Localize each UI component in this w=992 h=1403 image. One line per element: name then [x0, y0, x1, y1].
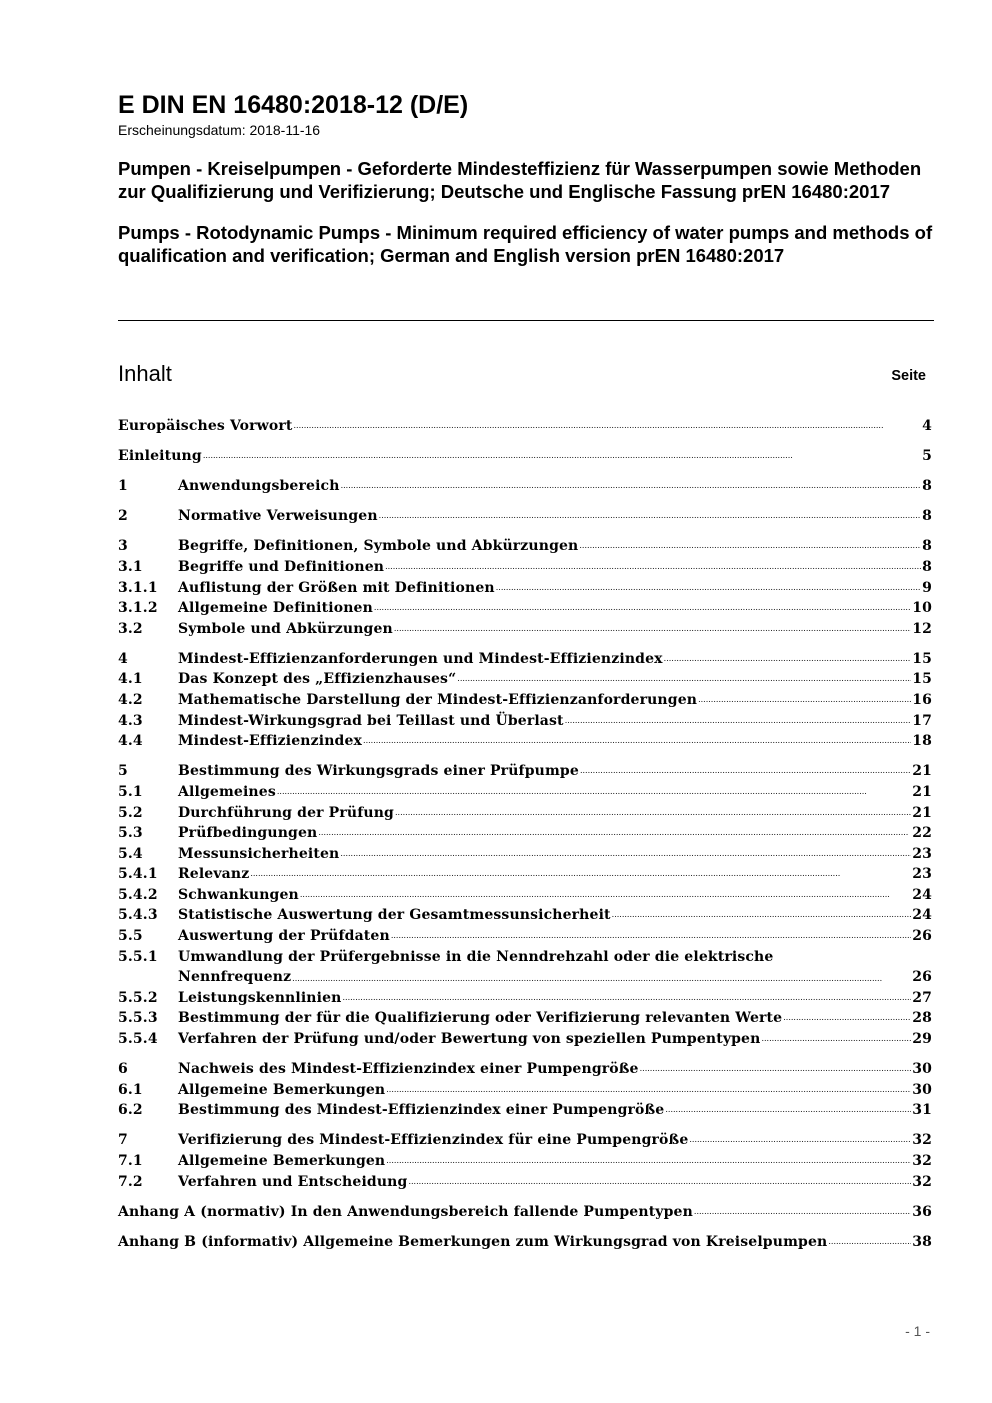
toc-leader-dots — [689, 1128, 911, 1151]
toc-entry-page: 16 — [912, 692, 932, 709]
toc-entry[interactable] — [118, 1232, 932, 1253]
toc-entry-title: Leistungskennlinien — [178, 989, 342, 1006]
toc-entry-title: Auswertung der Prüfdaten — [178, 928, 390, 945]
toc-entry-page: 26 — [912, 928, 932, 945]
toc-entry[interactable] — [118, 926, 932, 947]
toc-entry[interactable] — [118, 1029, 932, 1050]
toc-entry[interactable] — [118, 864, 932, 885]
toc-leader-dots — [579, 534, 921, 557]
toc-leader-dots — [203, 444, 921, 467]
toc-entry[interactable] — [118, 731, 932, 752]
toc-leader-dots — [379, 504, 921, 527]
toc-entry[interactable] — [118, 844, 932, 865]
toc-entry-number: 6 — [118, 1061, 128, 1078]
toc-leader-dots — [374, 596, 911, 619]
toc-leader-dots — [386, 1149, 911, 1172]
toc-entry-page: 22 — [912, 825, 932, 842]
toc-entry-page: 23 — [912, 866, 932, 883]
toc-entry-page: 32 — [912, 1132, 932, 1149]
toc-entry-title-continued: Nennfrequenz — [178, 969, 292, 986]
toc-entry[interactable] — [118, 690, 932, 711]
toc-entry-title: Verfahren der Prüfung und/oder Bewertung von speziellen Pumpentypen — [178, 1031, 761, 1048]
toc-entry-number: 3 — [118, 538, 128, 555]
toc-entry-title: Allgemeine Bemerkungen — [178, 1153, 386, 1169]
toc-entry-title: Messunsicherheiten — [178, 845, 340, 862]
toc-entry-page: 24 — [912, 886, 932, 903]
toc-entry-page: 36 — [912, 1203, 932, 1220]
toc-entry-number: 7.1 — [118, 1153, 143, 1169]
toc-entry[interactable] — [118, 1008, 932, 1029]
toc-entry-number: 6.1 — [118, 1081, 143, 1098]
toc-entry-number: 3.1.2 — [118, 600, 158, 617]
toc-entry-number: 7 — [118, 1132, 128, 1149]
toc-leader-dots — [496, 576, 921, 599]
toc-entry-number: 5.5.3 — [118, 1010, 158, 1027]
toc-entry[interactable] — [118, 506, 932, 527]
toc-leader-dots — [565, 709, 912, 732]
toc-entry[interactable] — [118, 761, 932, 782]
header-divider — [118, 320, 934, 321]
toc-leader-dots — [277, 780, 911, 803]
toc-leader-dots — [341, 474, 922, 497]
toc-entry[interactable] — [118, 947, 932, 988]
toc-entry-title: Europäisches Vorwort — [118, 418, 293, 434]
toc-entry-number: 7.2 — [118, 1173, 143, 1190]
toc-entry[interactable] — [118, 446, 932, 467]
page-number: - 1 - — [905, 1323, 930, 1339]
toc-entry[interactable] — [118, 598, 932, 619]
toc-entry[interactable] — [118, 988, 932, 1009]
toc-leader-dots — [408, 1170, 911, 1193]
toc-entry-number: 5.1 — [118, 783, 143, 800]
toc-leader-dots — [694, 1200, 911, 1223]
toc-leader-dots — [640, 1057, 912, 1080]
toc-entry-title: Das Konzept des „Effizienzhauses“ — [178, 671, 457, 688]
toc-entry-page: 30 — [912, 1061, 932, 1078]
toc-leader-dots — [828, 1230, 911, 1253]
toc-entry-title: Allgemeine Definitionen — [178, 600, 373, 617]
toc-entry-number: 5.5.4 — [118, 1031, 158, 1048]
table-of-contents — [118, 416, 932, 1252]
toc-entry-page: 32 — [912, 1173, 932, 1190]
toc-entry[interactable] — [118, 782, 932, 803]
issue-date: Erscheinungsdatum: 2018-11-16 — [118, 122, 321, 138]
toc-entry-title: Bestimmung des Mindest-Effizienzindex einer Pumpengröße — [178, 1102, 665, 1119]
toc-entry-title: Verfahren und Entscheidung — [178, 1173, 408, 1190]
toc-entry[interactable] — [118, 1202, 932, 1223]
toc-entry-number: 5.4 — [118, 845, 143, 862]
toc-entry-number: 2 — [118, 508, 128, 525]
toc-entry[interactable] — [118, 803, 932, 824]
toc-entry-number: 3.1.1 — [118, 579, 158, 596]
toc-leader-dots — [363, 729, 911, 752]
toc-entry-number: 3.2 — [118, 620, 143, 637]
toc-leader-dots — [698, 688, 911, 711]
toc-entry-page: 10 — [912, 600, 932, 617]
toc-leader-dots — [250, 862, 911, 885]
toc-entry-page: 30 — [912, 1081, 932, 1098]
toc-entry[interactable] — [118, 711, 932, 732]
toc-entry[interactable] — [118, 619, 932, 640]
document-id: E DIN EN 16480:2018-12 (D/E) — [118, 91, 469, 119]
toc-entry-page: 15 — [912, 671, 932, 688]
toc-entry-page: 18 — [912, 733, 932, 750]
toc-entry-page: 26 — [912, 969, 932, 986]
toc-entry-page: 23 — [912, 845, 932, 862]
toc-entry-number: 5.3 — [118, 825, 143, 842]
toc-leader-dots — [386, 1078, 911, 1101]
toc-entry-title: Bestimmung der für die Qualifizierung oder Verifizierung relevanten Werte — [178, 1010, 783, 1027]
toc-leader-dots — [342, 986, 911, 1009]
title-german: Pumpen - Kreiselpumpen - Geforderte Mindesteffizienz für Wasserpumpen sowie Methoden zur Qualifizierung und Verifizierung; Deutsche und Englische Fassung prEN 16480:2017 — [118, 158, 922, 202]
toc-entry-page: 29 — [912, 1031, 932, 1048]
toc-entry-number: 5.4.1 — [118, 866, 158, 883]
toc-entry-number: 5.5 — [118, 928, 143, 945]
toc-entry-title: Begriffe und Definitionen — [178, 558, 385, 575]
toc-entry-title: Mathematische Darstellung der Mindest-Effizienzanforderungen — [178, 692, 698, 709]
toc-entry-title: Normative Verweisungen — [178, 508, 378, 525]
toc-entry-title: Anhang B (informativ) Allgemeine Bemerkungen zum Wirkungsgrad von Kreiselpumpen — [118, 1233, 828, 1250]
toc-leader-dots — [395, 801, 911, 824]
toc-entry-title: Umwandlung der Prüfergebnisse in die Nenndrehzahl oder die elektrische — [178, 948, 774, 965]
toc-entry[interactable] — [118, 1151, 932, 1172]
toc-title: Inhalt — [118, 361, 172, 386]
toc-entry[interactable] — [118, 416, 932, 437]
toc-entry-number: 4.3 — [118, 712, 143, 729]
toc-leader-dots — [665, 1098, 911, 1121]
toc-entry-number: 5.5.2 — [118, 989, 158, 1006]
toc-entry-title: Statistische Auswertung der Gesamtmessunsicherheit — [178, 907, 611, 924]
toc-entry[interactable] — [118, 1080, 932, 1101]
toc-entry-title: Verifizierung des Mindest-Effizienzindex für eine Pumpengröße — [178, 1132, 689, 1149]
toc-entry-title: Begriffe, Definitionen, Symbole und Abkürzungen — [178, 538, 579, 555]
toc-leader-dots — [457, 667, 911, 690]
toc-entry-page: 8 — [922, 508, 932, 525]
toc-entry-page: 8 — [922, 478, 932, 495]
toc-entry-title: Anhang A (normativ) In den Anwendungsbereich fallende Pumpentypen — [118, 1203, 693, 1220]
toc-entry-number: 5.5.1 — [118, 948, 158, 965]
toc-entry-number: 4 — [118, 650, 128, 667]
toc-entry[interactable] — [118, 578, 932, 599]
toc-leader-dots — [783, 1006, 911, 1029]
toc-leader-dots — [300, 883, 911, 906]
toc-entry[interactable] — [118, 905, 932, 926]
toc-entry-title: Schwankungen — [178, 886, 299, 903]
toc-entry[interactable] — [118, 823, 932, 844]
toc-entry[interactable] — [118, 1130, 932, 1151]
toc-entry-title: Symbole und Abkürzungen — [178, 620, 393, 637]
toc-entry-page: 28 — [912, 1010, 932, 1027]
toc-entry[interactable] — [118, 649, 932, 670]
toc-entry-number: 5.4.3 — [118, 907, 158, 924]
toc-entry-number: 4.4 — [118, 733, 143, 750]
toc-entry-title: Einleitung — [118, 448, 202, 465]
toc-entry-number: 5 — [118, 763, 128, 780]
toc-entry-number: 5.2 — [118, 804, 143, 821]
toc-entry[interactable] — [118, 536, 932, 557]
toc-entry-title: Anwendungsbereich — [178, 478, 340, 495]
toc-entry-page: 24 — [912, 907, 932, 924]
toc-entry-page: 8 — [922, 558, 932, 575]
toc-entry-page: 9 — [922, 579, 932, 596]
toc-entry-page: 21 — [912, 783, 932, 800]
toc-entry[interactable] — [118, 1172, 932, 1193]
toc-entry-number: 6.2 — [118, 1102, 143, 1119]
toc-leader-dots — [294, 414, 922, 437]
toc-entry[interactable] — [118, 885, 932, 906]
toc-entry[interactable] — [118, 1059, 932, 1080]
toc-entry-page: 21 — [912, 763, 932, 780]
toc-entry[interactable] — [118, 476, 932, 497]
toc-entry-title: Allgemeine Bemerkungen — [178, 1081, 386, 1098]
toc-leader-dots — [292, 967, 911, 988]
toc-entry-page: 5 — [922, 448, 932, 465]
toc-entry[interactable] — [118, 557, 932, 578]
toc-entry-title: Durchführung der Prüfung — [178, 804, 394, 821]
toc-entry-title: Auflistung der Größen mit Definitionen — [178, 579, 495, 596]
toc-entry-title: Mindest-Effizienzindex — [178, 733, 363, 750]
toc-entry-page: 17 — [912, 712, 932, 729]
toc-heading — [118, 360, 926, 388]
toc-entry[interactable] — [118, 1100, 932, 1121]
toc-entry-page: 21 — [912, 804, 932, 821]
toc-leader-dots — [391, 924, 911, 947]
toc-entry-page: 32 — [912, 1153, 932, 1169]
toc-entry-number: 1 — [118, 478, 128, 495]
toc-entry-page: 15 — [912, 650, 932, 667]
toc-entry-title: Relevanz — [178, 866, 250, 883]
toc-entry-title: Mindest-Wirkungsgrad bei Teillast und Überlast — [178, 712, 564, 729]
toc-entry-page: 38 — [912, 1233, 932, 1250]
toc-entry-page: 8 — [922, 538, 932, 555]
toc-leader-dots — [340, 842, 911, 865]
toc-entry-title: Allgemeines — [178, 783, 276, 800]
toc-leader-dots — [318, 821, 911, 844]
toc-entry-title: Mindest-Effizienzanforderungen und Mindest-Effizienzindex — [178, 650, 663, 667]
toc-entry-number: 3.1 — [118, 558, 143, 575]
toc-entry-title: Bestimmung des Wirkungsgrads einer Prüfpumpe — [178, 763, 579, 780]
toc-leader-dots — [612, 903, 912, 926]
toc-leader-dots — [761, 1027, 911, 1050]
toc-entry-title: Prüfbedingungen — [178, 825, 318, 842]
toc-leader-dots — [385, 555, 921, 578]
toc-leader-dots — [394, 617, 911, 640]
toc-page-column-label: Seite — [891, 368, 926, 384]
toc-entry-page: 27 — [912, 989, 932, 1006]
toc-entry-number: 4.2 — [118, 692, 143, 709]
toc-entry-number: 5.4.2 — [118, 886, 158, 903]
toc-leader-dots — [664, 647, 912, 670]
document-header — [118, 90, 934, 267]
toc-entry-page: 12 — [912, 620, 932, 637]
title-english: Pumps - Rotodynamic Pumps - Minimum required efficiency of water pumps and methods of qualification and verification; German and English version prEN 16480:2017 — [118, 222, 933, 266]
toc-entry-page: 31 — [912, 1102, 932, 1119]
toc-entry-title: Nachweis des Mindest-Effizienzindex einer Pumpengröße — [178, 1061, 639, 1078]
toc-entry-page: 4 — [922, 418, 932, 434]
toc-entry-number: 4.1 — [118, 671, 143, 688]
toc-entry[interactable] — [118, 669, 932, 690]
toc-leader-dots — [580, 759, 911, 782]
